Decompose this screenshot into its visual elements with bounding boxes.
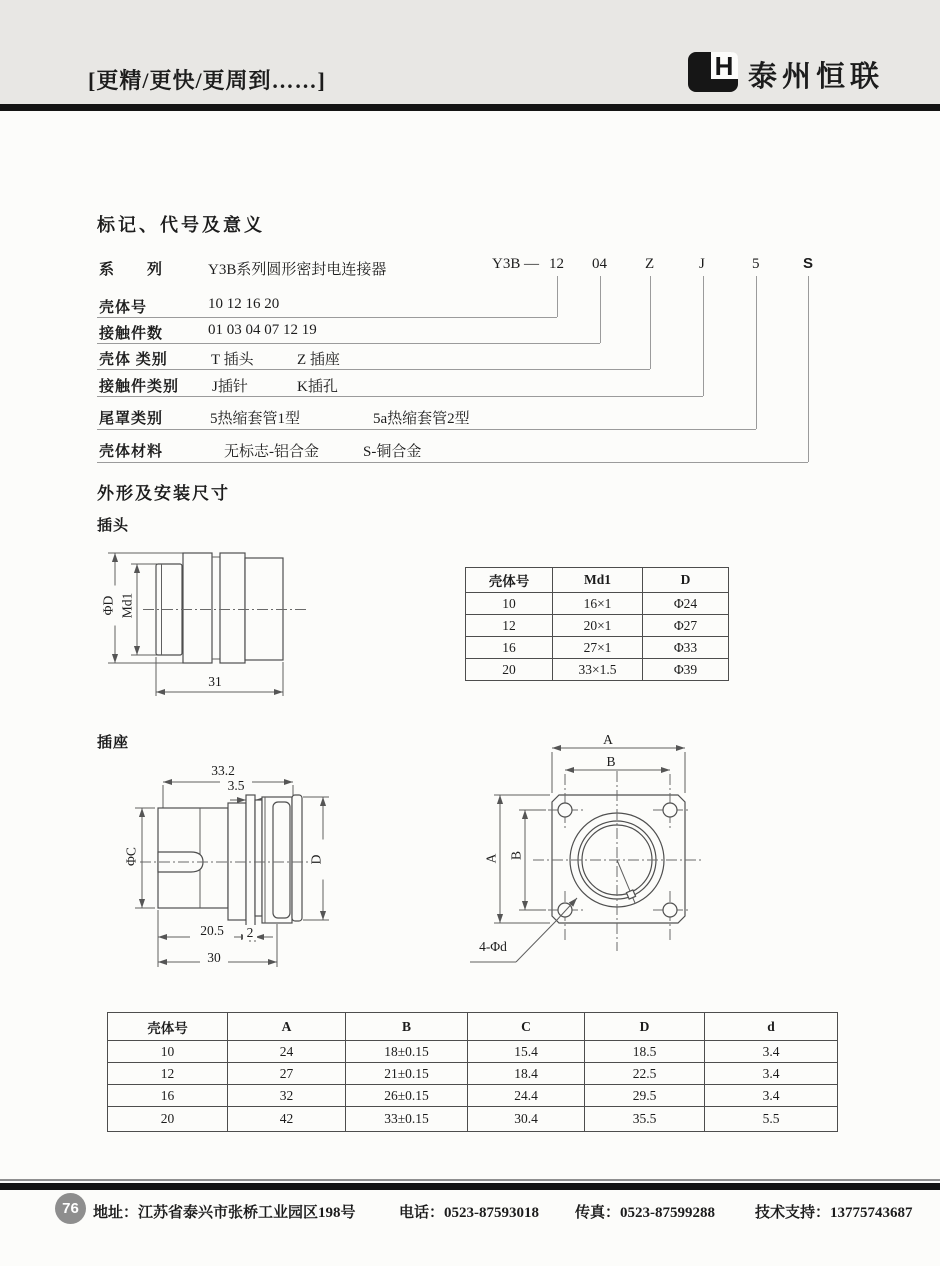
- row-value-series: Y3B系列圆形密封电连接器: [208, 262, 387, 278]
- table-cell: 10: [466, 593, 553, 615]
- front-dim-b-top: B: [603, 754, 619, 769]
- marking-title: 标记、代号及意义: [97, 215, 265, 235]
- plug-table-header-d: D: [643, 568, 729, 593]
- row-label-shell-material: 壳体材料: [99, 444, 164, 460]
- designation-line-shell-type: [97, 369, 650, 370]
- plug-table-header-md1: Md1: [553, 568, 643, 593]
- row-value-shell-no: 10 12 16 20: [208, 296, 280, 312]
- footer-support: 技术支持：13775743687: [755, 1205, 913, 1221]
- front-dim-a-top: A: [600, 732, 616, 747]
- table-cell: 3.4: [705, 1041, 838, 1063]
- designation-drop-5: [756, 276, 757, 429]
- plug-dim-md1: Md1: [120, 586, 135, 626]
- table-cell: 5.5: [705, 1107, 838, 1132]
- dim-table-header-shell: 壳体号: [108, 1013, 228, 1041]
- row-value-shell-material-1: 无标志-铝合金: [224, 444, 319, 460]
- plug-dim-length: 31: [200, 674, 230, 689]
- table-cell: 35.5: [585, 1107, 705, 1132]
- footer-address: 地址：江苏省泰兴市张桥工业园区198号: [93, 1205, 356, 1221]
- dim-table-row: [108, 1107, 838, 1132]
- code-part-contact-count: 04: [592, 256, 607, 272]
- plug-size-table: [465, 567, 729, 681]
- table-cell: 18.5: [585, 1041, 705, 1063]
- plug-table-header-shell: 壳体号: [466, 568, 553, 593]
- table-cell: 21±0.15: [346, 1063, 468, 1085]
- brand-name: 泰州恒联: [748, 61, 885, 93]
- socket-dim-d: D: [309, 840, 324, 880]
- table-cell: 27: [228, 1063, 346, 1085]
- header-divider: [0, 104, 940, 111]
- header-slogan: [更精/更快/更周到……]: [88, 68, 326, 93]
- socket-dim-flange: 3.5: [220, 778, 252, 793]
- footer-phone: 电话：0523-87593018: [399, 1205, 539, 1221]
- plug-dim-d: ΦD: [101, 586, 116, 626]
- code-series: Y3B: [492, 256, 521, 272]
- table-cell: 16: [466, 637, 553, 659]
- dim-table-row: [108, 1063, 838, 1085]
- table-cell: 12: [108, 1063, 228, 1085]
- designation-line-contact-type: [97, 396, 703, 397]
- row-value-shell-material-2: S-铜合金: [363, 444, 422, 460]
- page-number-badge: 76: [55, 1193, 86, 1224]
- table-cell: 30.4: [468, 1107, 585, 1132]
- table-cell: 20: [108, 1107, 228, 1132]
- table-cell: 15.4: [468, 1041, 585, 1063]
- table-cell: 16: [108, 1085, 228, 1107]
- mounting-dim-table: [107, 1012, 838, 1132]
- designation-line-contact-count: [97, 343, 600, 344]
- row-value-contact-type-2: K插孔: [297, 379, 338, 395]
- table-cell: 3.4: [705, 1085, 838, 1107]
- footer-fax: 传真：0523-87599288: [575, 1205, 715, 1221]
- dim-table-row: [108, 1041, 838, 1063]
- table-cell: Φ24: [643, 593, 729, 615]
- row-label-contact-count: 接触件数: [99, 326, 164, 342]
- row-label-tail-type: 尾罩类别: [99, 411, 164, 427]
- row-label-shell-no: 壳体号: [99, 300, 148, 316]
- code-part-tail-type: 5: [752, 256, 760, 272]
- table-cell: Φ27: [643, 615, 729, 637]
- table-cell: 20×1: [553, 615, 643, 637]
- table-cell: 12: [466, 615, 553, 637]
- table-cell: 18±0.15: [346, 1041, 468, 1063]
- designation-line-material: [97, 462, 808, 463]
- plug-table-row: [466, 615, 729, 637]
- front-dim-a-left: A: [484, 839, 499, 879]
- plug-label: 插头: [97, 517, 130, 534]
- logo-monogram: H: [714, 51, 734, 81]
- dim-table-row: [108, 1085, 838, 1107]
- table-cell: 33×1.5: [553, 659, 643, 681]
- table-cell: 27×1: [553, 637, 643, 659]
- plug-table-row: [466, 593, 729, 615]
- designation-line-tail-type: [97, 429, 756, 430]
- code-part-contact-type: J: [699, 256, 705, 272]
- table-cell: 26±0.15: [346, 1085, 468, 1107]
- code-part-material: S: [803, 255, 814, 272]
- dim-table-header-hole: d: [705, 1013, 838, 1041]
- row-value-shell-type-1: T 插头: [211, 352, 254, 368]
- socket-dim-l1: 20.5: [190, 923, 234, 938]
- socket-dim-l3: 30: [200, 950, 228, 965]
- designation-drop-3: [650, 276, 651, 369]
- table-cell: 16×1: [553, 593, 643, 615]
- designation-drop-6: [808, 276, 809, 462]
- footer-divider-thick: [0, 1183, 940, 1190]
- front-dim-holes: 4-Φd: [466, 939, 520, 954]
- footer-divider-thin: [0, 1179, 940, 1181]
- socket-front-drawing: [440, 723, 720, 973]
- front-dim-b-left: B: [509, 836, 524, 876]
- row-value-tail-type-1: 5热缩套管1型: [210, 411, 301, 427]
- outline-title: 外形及安装尺寸: [97, 484, 230, 503]
- designation-drop-2: [600, 276, 601, 343]
- table-cell: 32: [228, 1085, 346, 1107]
- designation-drop-1: [557, 276, 558, 317]
- table-cell: Φ33: [643, 637, 729, 659]
- code-dash: —: [524, 256, 539, 272]
- table-cell: 18.4: [468, 1063, 585, 1085]
- table-cell: 42: [228, 1107, 346, 1132]
- brand-logo-icon: [688, 51, 740, 93]
- row-value-contact-count: 01 03 04 07 12 19: [208, 322, 317, 338]
- plug-table-row: [466, 637, 729, 659]
- table-cell: 24: [228, 1041, 346, 1063]
- dim-table-header-a: A: [228, 1013, 346, 1041]
- row-value-shell-type-2: Z 插座: [297, 352, 340, 368]
- table-cell: 20: [466, 659, 553, 681]
- plug-table-row: [466, 659, 729, 681]
- table-cell: 3.4: [705, 1063, 838, 1085]
- designation-drop-4: [703, 276, 704, 396]
- row-label-series: 系 列: [99, 262, 164, 278]
- row-label-contact-type: 接触件类别: [99, 379, 180, 395]
- socket-dim-l2: 2: [243, 925, 257, 940]
- code-part-shell-type: Z: [645, 256, 655, 272]
- designation-line-shell-no: [97, 317, 557, 318]
- row-value-contact-type-1: J插针: [212, 379, 248, 395]
- table-cell: Φ39: [643, 659, 729, 681]
- socket-label: 插座: [97, 734, 130, 751]
- dim-table-header-d: D: [585, 1013, 705, 1041]
- dim-table-header-b: B: [346, 1013, 468, 1041]
- table-cell: 24.4: [468, 1085, 585, 1107]
- table-cell: 29.5: [585, 1085, 705, 1107]
- table-cell: 10: [108, 1041, 228, 1063]
- row-label-shell-type: 壳体 类别: [99, 352, 168, 368]
- table-cell: 33±0.15: [346, 1107, 468, 1132]
- socket-dim-c: ΦC: [124, 837, 139, 877]
- socket-dim-overall: 33.2: [200, 763, 246, 778]
- table-cell: 22.5: [585, 1063, 705, 1085]
- row-value-tail-type-2: 5a热缩套管2型: [373, 411, 470, 427]
- dim-table-header-c: C: [468, 1013, 585, 1041]
- code-part-shell-no: 12: [549, 256, 564, 272]
